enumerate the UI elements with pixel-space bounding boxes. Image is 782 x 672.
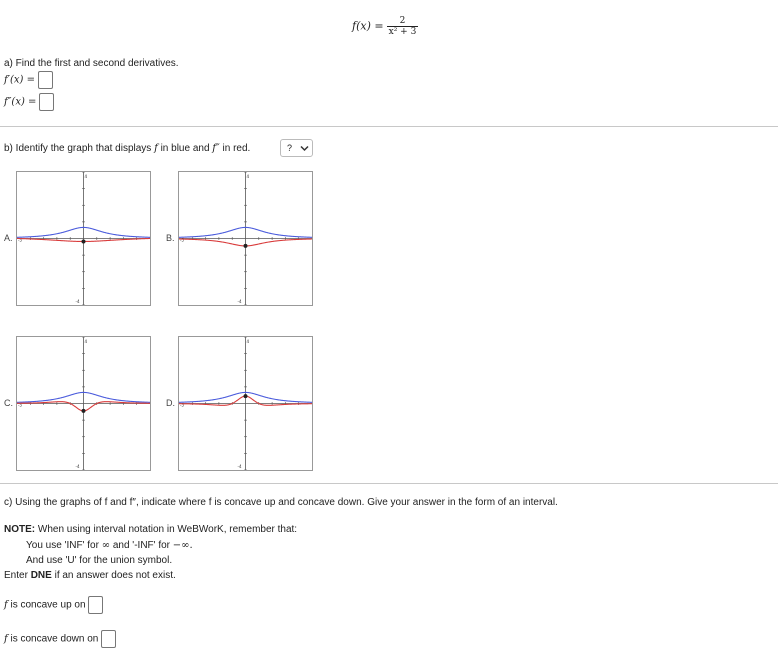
- concave-down-f: f: [4, 633, 8, 645]
- inf-text-b: and '-INF' for: [112, 540, 171, 551]
- union-line: And use 'U' for the union symbol.: [26, 555, 173, 566]
- note-line: [4, 524, 297, 535]
- y-min-tick-label: -4: [237, 299, 242, 304]
- graph-select-dropdown[interactable]: [280, 139, 313, 157]
- neg-infinity-symbol: −∞.: [172, 540, 193, 551]
- part-b-prompt: [4, 143, 250, 154]
- x-min-tick-label: -5: [18, 237, 22, 243]
- divider: [0, 126, 778, 127]
- note-text: When using interval notation in WeBWorK, remember that:: [37, 524, 298, 535]
- concave-up-row: [4, 596, 103, 614]
- function-definition: [352, 16, 418, 37]
- inf-text-a: You use 'INF' for: [26, 540, 99, 551]
- x-min-tick-label: -5: [180, 237, 184, 243]
- y-min-tick-label: -4: [237, 464, 242, 469]
- second-derivative-label: f″(x) =: [4, 96, 37, 108]
- function-lhs: f(x) =: [352, 19, 384, 33]
- graph-plot: [179, 337, 312, 470]
- second-derivative-input[interactable]: [39, 93, 54, 111]
- part-b-f-symbol: f: [154, 143, 158, 154]
- graph-b[interactable]: [178, 171, 313, 306]
- origin-dot: [82, 239, 86, 243]
- dne-text-c: if an answer does not exist.: [54, 570, 176, 581]
- y-min-tick-label: -4: [75, 299, 80, 304]
- second-derivative-row: [4, 93, 54, 111]
- dne-keyword: DNE: [30, 570, 52, 581]
- origin-dot: [244, 244, 248, 248]
- note-label: NOTE:: [4, 524, 36, 535]
- graph-a-label: A.: [4, 233, 13, 243]
- dne-line: [4, 570, 176, 581]
- graph-plot: [179, 172, 312, 305]
- y-max-tick-label: 4: [84, 339, 88, 344]
- y-max-tick-label: 4: [84, 174, 88, 179]
- y-min-tick-label: -4: [75, 464, 80, 469]
- concave-down-label: is concave down on: [10, 633, 99, 645]
- concave-down-row: [4, 630, 116, 648]
- graph-c-label: C.: [4, 398, 13, 408]
- part-b-prompt-start: b) Identify the graph that displays: [4, 143, 152, 154]
- chevron-down-icon: [300, 145, 309, 152]
- concave-up-label: is concave up on: [10, 599, 86, 611]
- x-min-tick-label: -5: [18, 402, 22, 408]
- part-b-prompt-mid: in blue and: [160, 143, 210, 154]
- fraction-denominator: x² + 3: [388, 27, 417, 37]
- part-a-prompt: a) Find the first and second derivatives.: [4, 58, 179, 69]
- first-derivative-label: f′(x) =: [4, 74, 35, 86]
- infinity-symbol: ∞: [101, 540, 111, 551]
- divider: [0, 483, 778, 484]
- origin-dot: [82, 409, 86, 413]
- inf-line: [26, 540, 193, 551]
- y-max-tick-label: 4: [246, 339, 250, 344]
- graph-d-label: D.: [166, 398, 175, 408]
- concave-up-f: f: [4, 599, 8, 611]
- part-c-prompt: c) Using the graphs of f and f″, indicate where f is concave up and concave down. Give your answer in the form of an interval.: [4, 497, 558, 508]
- concave-down-input[interactable]: [101, 630, 116, 648]
- graph-plot: [17, 172, 150, 305]
- graph-plot: [17, 337, 150, 470]
- first-derivative-row: [4, 71, 53, 89]
- part-b-fpp-symbol: f″: [212, 143, 220, 154]
- function-fraction: [387, 16, 419, 37]
- y-max-tick-label: 4: [246, 174, 250, 179]
- graph-a[interactable]: [16, 171, 151, 306]
- origin-dot: [244, 394, 248, 398]
- graph-b-label: B.: [166, 233, 175, 243]
- fraction-numerator: 2: [387, 16, 419, 27]
- concave-up-input[interactable]: [88, 596, 103, 614]
- first-derivative-input[interactable]: [38, 71, 53, 89]
- graph-select-value: ?: [287, 143, 293, 153]
- part-b-prompt-end: in red.: [222, 143, 251, 154]
- graph-c[interactable]: [16, 336, 151, 471]
- graph-d[interactable]: [178, 336, 313, 471]
- x-min-tick-label: -5: [180, 402, 184, 408]
- dne-text-a: Enter: [4, 570, 28, 581]
